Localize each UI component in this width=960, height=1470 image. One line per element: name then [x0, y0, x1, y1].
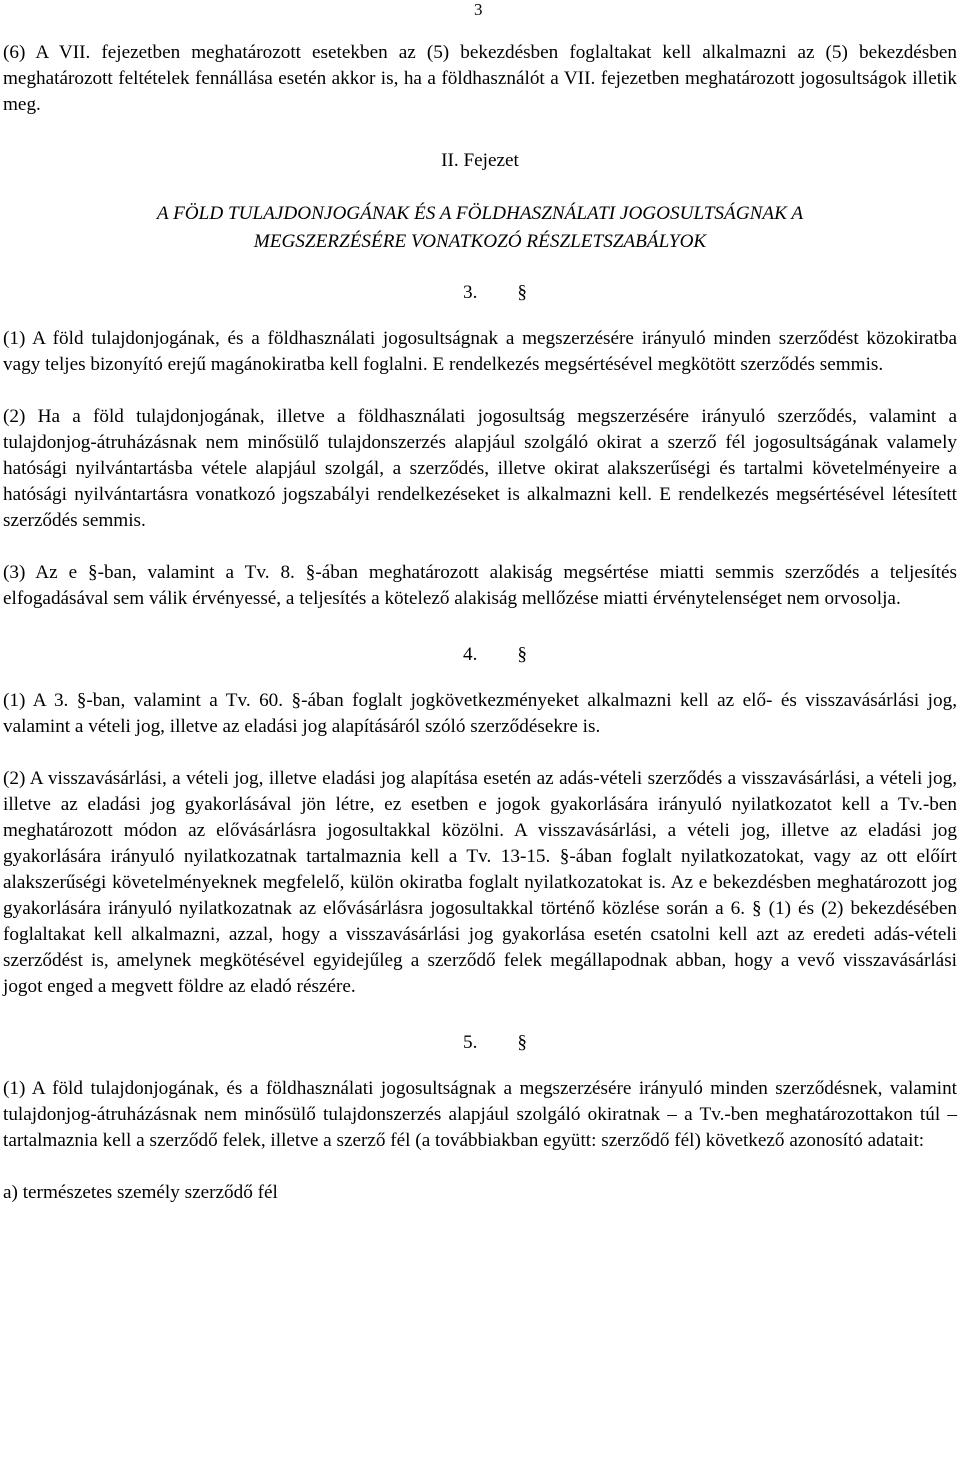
section-sign: § [517, 1032, 527, 1053]
section-number: 4. [463, 644, 478, 665]
section-4-paragraph-2: (2) A visszavásárlási, a vételi jog, illetve eladási jog alapítása esetén az adás-vételi szerződés a visszavásárlási, a vételi jog, illetve az eladási jog gyakorlásával jön létre, ez esetben e jogok gyakorlására irányuló nyilatkozatot kell a Tv.-ben meghatározott módon az elővásárlásra jogosultakkal közölni. A visszavásárlási, a vételi jog, illetve az eladási jog gyakorlására irányuló nyilatkozatnak tartalmaznia kell a Tv. 13-15. §-ában foglalt nyilatkozatokat, vagy az ott előírt alakszerűségi követelményeknek megfelelő, külön okiratba foglalt nyilatkozatokat is. Az e bekezdésben meghatározott jog gyakorlására irányuló nyilatkozatnak az elővásárlásra jogosultakkal történő közlése során a 6. § (1) és (2) bekezdésében foglaltakat kell alkalmazni, azzal, hogy a visszavásárlási jog gyakorlása esetén csatolni kell azt az eredeti adás-vételi szerződést is, amelynek megkötésével egyidejűleg a szerződő felek megállapodnak abban, hogy a vevő visszavásárlási jogot enged a megvett földre az eladó részére. [3, 768, 957, 997]
section-3-paragraph-3: (3) Az e §-ban, valamint a Tv. 8. §-ában meghatározott alakiság megsértése miatti semmis szerződés a teljesítés elfogadásával sem válik érvényessé, a teljesítés a kötelező alakiság mellőzése miatti érvénytelenséget nem orvosolja. [3, 562, 957, 609]
section-5-item-a: a) természetes személy szerződő fél [3, 1182, 278, 1203]
section-4-paragraph-1: (1) A 3. §-ban, valamint a Tv. 60. §-ában foglalt jogkövetkezményeket alkalmazni kell az elő- és visszavásárlási jog, valamint a vételi jog, illetve az eladási jog alapításáról szóló szerződésekre is. [3, 690, 957, 737]
section-heading-3 [3, 280, 957, 306]
chapter-title-line-1: A FÖLD TULAJDONJOGÁNAK ÉS A FÖLDHASZNÁLATI JOGOSULTSÁGNAK A [156, 203, 804, 224]
section-3-paragraph-1: (1) A föld tulajdonjogának, és a földhasználati jogosultságnak a megszerzésére irányuló minden szerződést közokiratba vagy teljes bizonyító erejű magánokiratba kell foglalni. E rendelkezés megsértésével megkötött szerződés semmis. [3, 328, 957, 375]
section-sign: § [517, 644, 527, 665]
section-sign: § [517, 282, 527, 303]
section-heading-4 [3, 642, 957, 668]
chapter-label: II. Fejezet [441, 150, 519, 171]
chapter-title-line-2: MEGSZERZÉSÉRE VONATKOZÓ RÉSZLETSZABÁLYOK [253, 231, 707, 252]
section-5-paragraph-1: (1) A föld tulajdonjogának, és a földhasználati jogosultságnak a megszerzésére irányuló minden szerződésnek, valamint tulajdonjog-átruházásnak nem minősülő tulajdonszerzés alapjául szolgáló okiratnak – a Tv.-ben meghatározottakon túl – tartalmaznia kell a szerződő felek, illetve a szerző fél (a továbbiakban együtt: szerződő fél) következő azonosító adatait: [3, 1078, 957, 1151]
paragraph-6: (6) A VII. fejezetben meghatározott esetekben az (5) bekezdésben foglaltakat kell alkalmazni az (5) bekezdésben meghatározott feltételek fennállása esetén akkor is, ha a földhasználót a VII. fejezetben meghatározott jogosultságok illetik meg. [3, 42, 957, 115]
section-heading-5 [3, 1030, 957, 1056]
section-number: 3. [463, 282, 478, 303]
page-number: 3 [474, 0, 483, 19]
section-number: 5. [463, 1032, 478, 1053]
section-3-paragraph-2: (2) Ha a föld tulajdonjogának, illetve a földhasználati jogosultság megszerzésére irányuló szerződés, valamint a tulajdonjog-átruházásnak nem minősülő tulajdonszerzés alapjául szolgáló okirat a szerző fél jogosultságának valamely hatósági nyilvántartásba vétele alapjául szolgál, a szerződés, illetve okirat alakszerűségi és tartalmi követelményeire a hatósági nyilvántartásra vonatkozó jogszabályi rendelkezéseket is alkalmazni kell. E rendelkezés megsértésével létesített szerződés semmis. [3, 406, 957, 531]
document-body [3, 40, 957, 1206]
